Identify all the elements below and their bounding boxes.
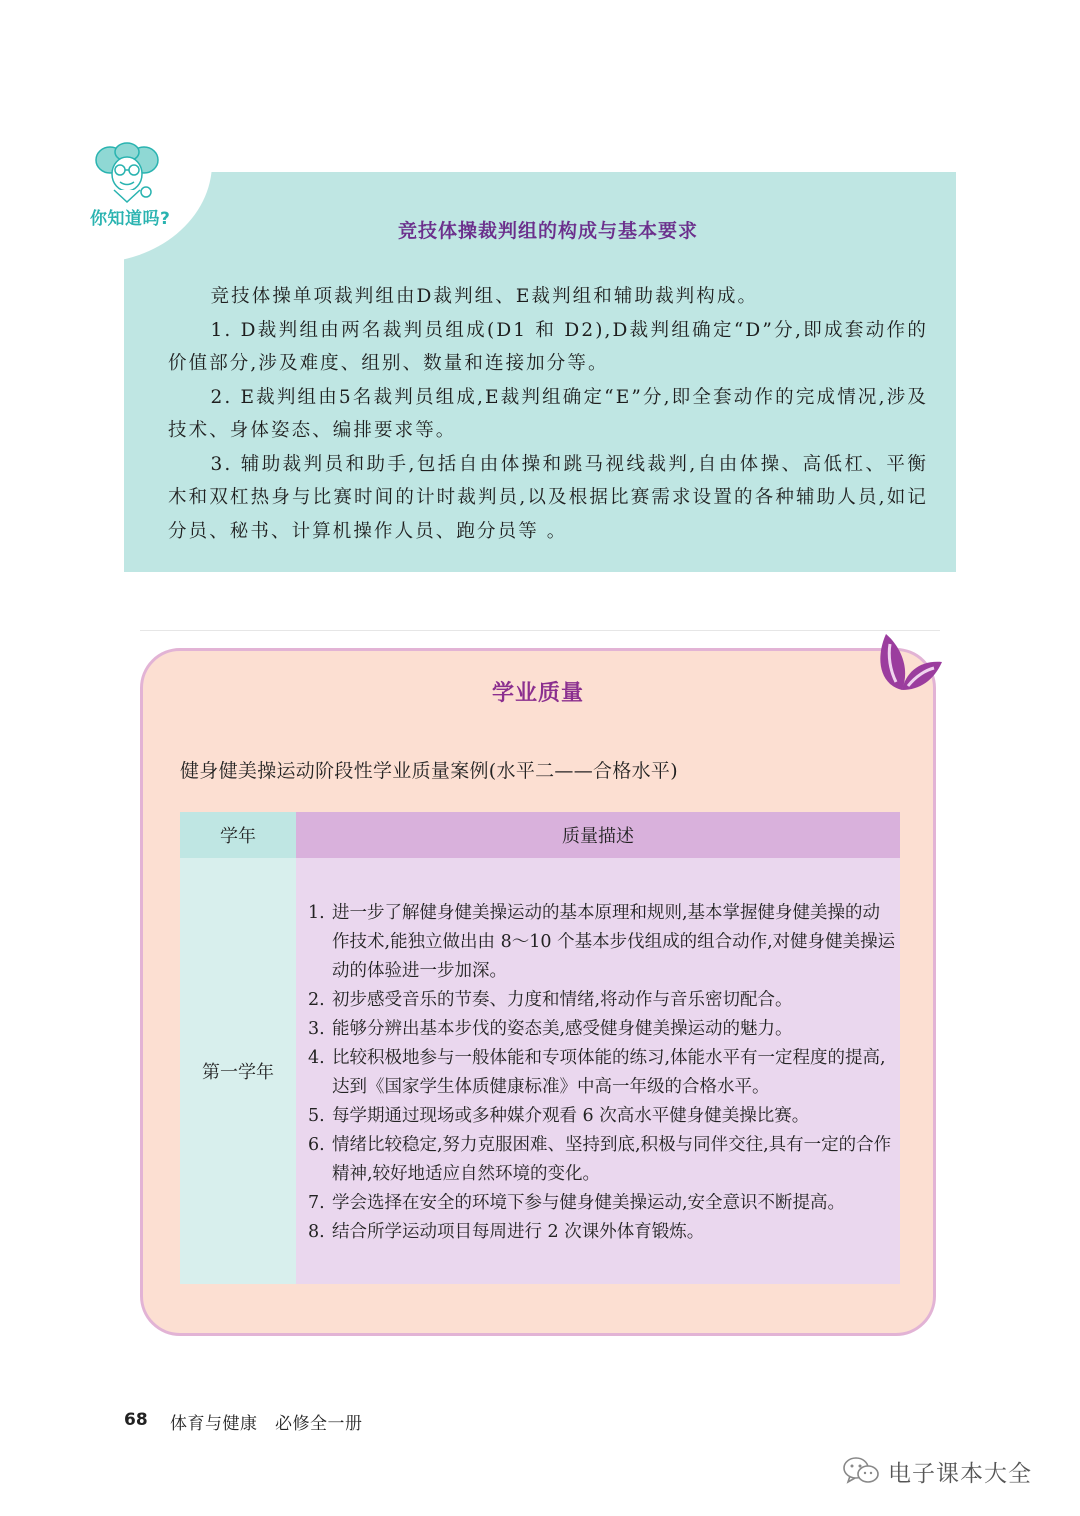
table-header-description: 质量描述 — [296, 812, 900, 858]
watermark-text: 电子课本大全 — [888, 1461, 1032, 1487]
list-item: 4. 比较积极地参与一般体能和专项体能的练习,体能水平有一定程度的提高,达到《国家学生体质健康标准》中高一年级的合格水平。 — [308, 1048, 886, 1097]
paragraph: 3. 辅助裁判员和助手,包括自由体操和跳马视线裁判,自由体操、高低杠、平衡木和双杠热身与比赛时间的计时裁判员,以及根据比赛需求设置的各种辅助人员,如记分员、秘书、计算机操作人员、跑分员等 。 — [168, 453, 928, 542]
table-cell-year: 第一学年 — [180, 858, 296, 1284]
list-item: 7. 学会选择在安全的环境下参与健身健美操运动,安全意识不断提高。 — [308, 1193, 846, 1213]
professor-mascot-icon — [92, 138, 162, 208]
did-you-know-body — [168, 280, 928, 548]
wechat-icon — [842, 1456, 880, 1486]
quality-table — [180, 812, 900, 1284]
page-number: 68 — [124, 1410, 148, 1430]
table-cell-description — [296, 858, 900, 1284]
table-header-year: 学年 — [180, 812, 296, 858]
list-item: 8. 结合所学运动项目每周进行 2 次课外体育锻炼。 — [308, 1222, 705, 1242]
paragraph: 1. D裁判组由两名裁判员组成(D1 和 D2),D裁判组确定“D”分,即成套动作的价值部分,涉及难度、组别、数量和连接加分等。 — [168, 319, 928, 374]
list-item: 1. 进一步了解健身健美操运动的基本原理和规则,基本掌握健身健美操的动作技术,能独立做出由 8～10 个基本步伐组成的组合动作,对健身健美操运动的体验进一步加深。 — [308, 903, 896, 981]
divider — [140, 630, 940, 631]
book-title: 体育与健康 必修全一册 — [170, 1414, 363, 1434]
list-item: 3. 能够分辨出基本步伐的姿态美,感受健身健美操运动的魅力。 — [308, 1019, 793, 1039]
did-you-know-tag: 你知道吗? — [90, 209, 171, 229]
list-item: 5. 每学期通过现场或多种媒介观看 6 次高水平健身健美操比赛。 — [308, 1106, 810, 1126]
paragraph: 2. E裁判组由5名裁判员组成,E裁判组确定“E”分,即全套动作的完成情况,涉及技术、身体姿态、编排要求等。 — [168, 386, 928, 441]
quality-title: 学业质量 — [491, 681, 584, 706]
list-item: 2. 初步感受音乐的节奏、力度和情绪,将动作与音乐密切配合。 — [308, 990, 793, 1010]
quality-list — [308, 899, 896, 1247]
did-you-know-title: 竞技体操裁判组的构成与基本要求 — [397, 220, 698, 242]
list-item: 6. 情绪比较稳定,努力克服困难、坚持到底,积极与同伴交往,具有一定的合作精神,较好地适应自然环境的变化。 — [308, 1135, 892, 1184]
quality-subtitle: 健身健美操运动阶段性学业质量案例(水平二——合格水平) — [180, 760, 678, 782]
did-you-know-section — [88, 138, 960, 574]
paragraph: 竞技体操单项裁判组由D裁判组、E裁判组和辅助裁判构成。 — [210, 286, 759, 307]
